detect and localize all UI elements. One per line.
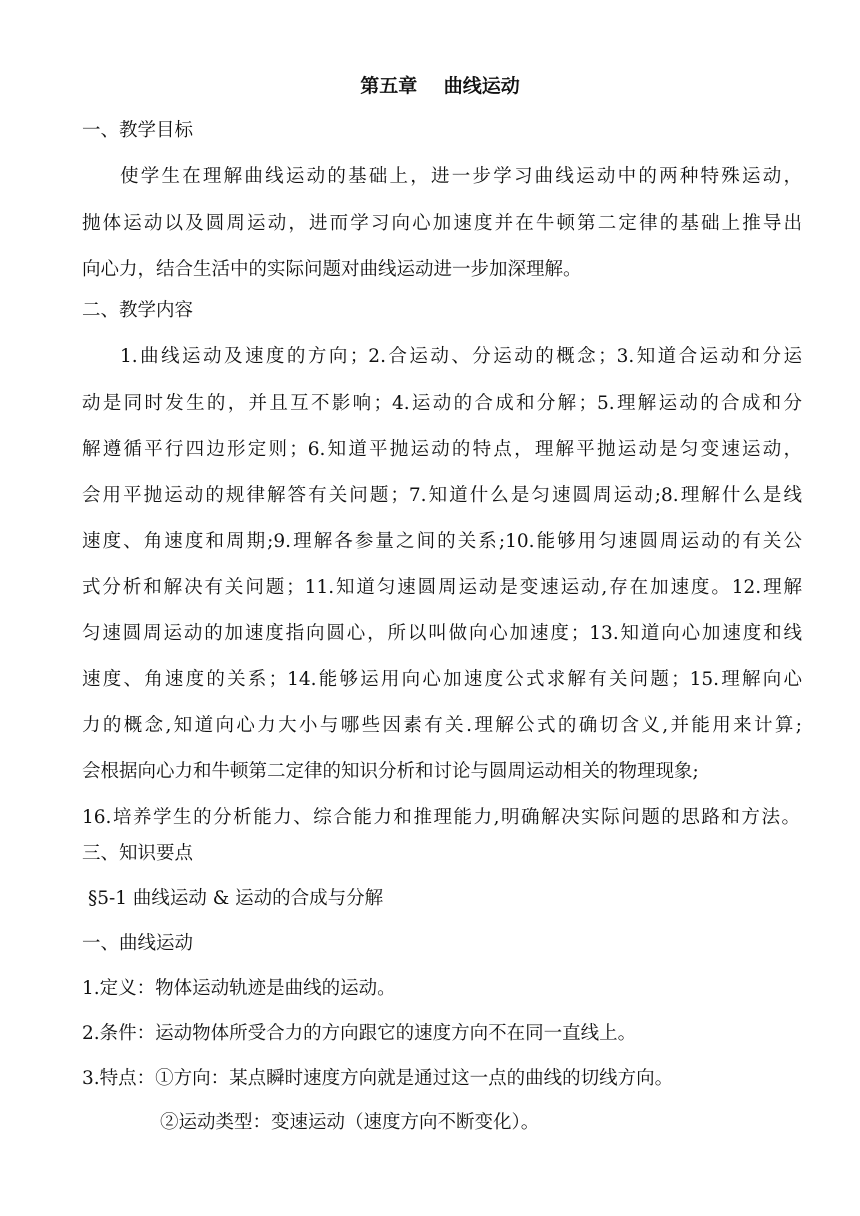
paragraph-line: 式分析和解决有关问题；11.知道匀速圆周运动是变速运动,存在加速度。12.理解 <box>82 577 802 598</box>
list-item: 3.特点：①方向：某点瞬时速度方向就是通过这一点的曲线的切线方向。 <box>82 1068 674 1089</box>
chapter-title: 第五章 曲线运动 <box>360 75 520 97</box>
subsection-heading: §5-1 曲线运动 & 运动的合成与分解 <box>88 888 384 909</box>
paragraph-line: 1.曲线运动及速度的方向；2.合运动、分运动的概念；3.知道合运动和分运 <box>120 346 802 367</box>
list-item: 2.条件：运动物体所受合力的方向跟它的速度方向不在同一直线上。 <box>82 1023 637 1044</box>
paragraph-line: 会根据向心力和牛顿第二定律的知识分析和讨论与圆周运动相关的物理现象; <box>82 761 699 782</box>
paragraph-line: 动是同时发生的，并且互不影响；4.运动的合成和分解；5.理解运动的合成和分 <box>82 393 802 414</box>
paragraph-line: 速度、角速度的关系；14.能够运用向心加速度公式求解有关问题；15.理解向心 <box>82 669 802 690</box>
paragraph-line: 抛体运动以及圆周运动，进而学习向心加速度并在牛顿第二定律的基础上推导出 <box>82 213 802 234</box>
section-heading-content: 二、教学内容 <box>82 300 194 321</box>
paragraph-line: 速度、角速度和周期;9.理解各参量之间的关系;10.能够用匀速圆周运动的有关公 <box>82 531 802 552</box>
paragraph-line: 16.培养学生的分析能力、综合能力和推理能力,明确解决实际问题的思路和方法。 <box>82 807 800 828</box>
paragraph-line: 匀速圆周运动的加速度指向圆心，所以叫做向心加速度；13.知道向心加速度和线 <box>82 623 802 644</box>
list-item-continuation: ②运动类型：变速运动（速度方向不断变化）。 <box>160 1112 540 1133</box>
paragraph-line: 会用平抛运动的规律解答有关问题；7.知道什么是匀速圆周运动;8.理解什么是线 <box>82 485 802 506</box>
list-item: 1.定义：物体运动轨迹是曲线的运动。 <box>82 978 396 999</box>
section-heading-objectives: 一、教学目标 <box>82 120 194 141</box>
paragraph-line: 使学生在理解曲线运动的基础上，进一步学习曲线运动中的两种特殊运动， <box>120 166 802 187</box>
paragraph-line: 解遵循平行四边形定则；6.知道平抛运动的特点，理解平抛运动是匀变速运动， <box>82 439 802 460</box>
paragraph-line: 力的概念,知道向心力大小与哪些因素有关.理解公式的确切含义,并能用来计算; <box>82 715 802 736</box>
section-heading-key-points: 三、知识要点 <box>82 843 194 864</box>
paragraph-line: 向心力，结合生活中的实际问题对曲线运动进一步加深理解。 <box>82 259 582 280</box>
part-heading: 一、曲线运动 <box>82 933 194 954</box>
